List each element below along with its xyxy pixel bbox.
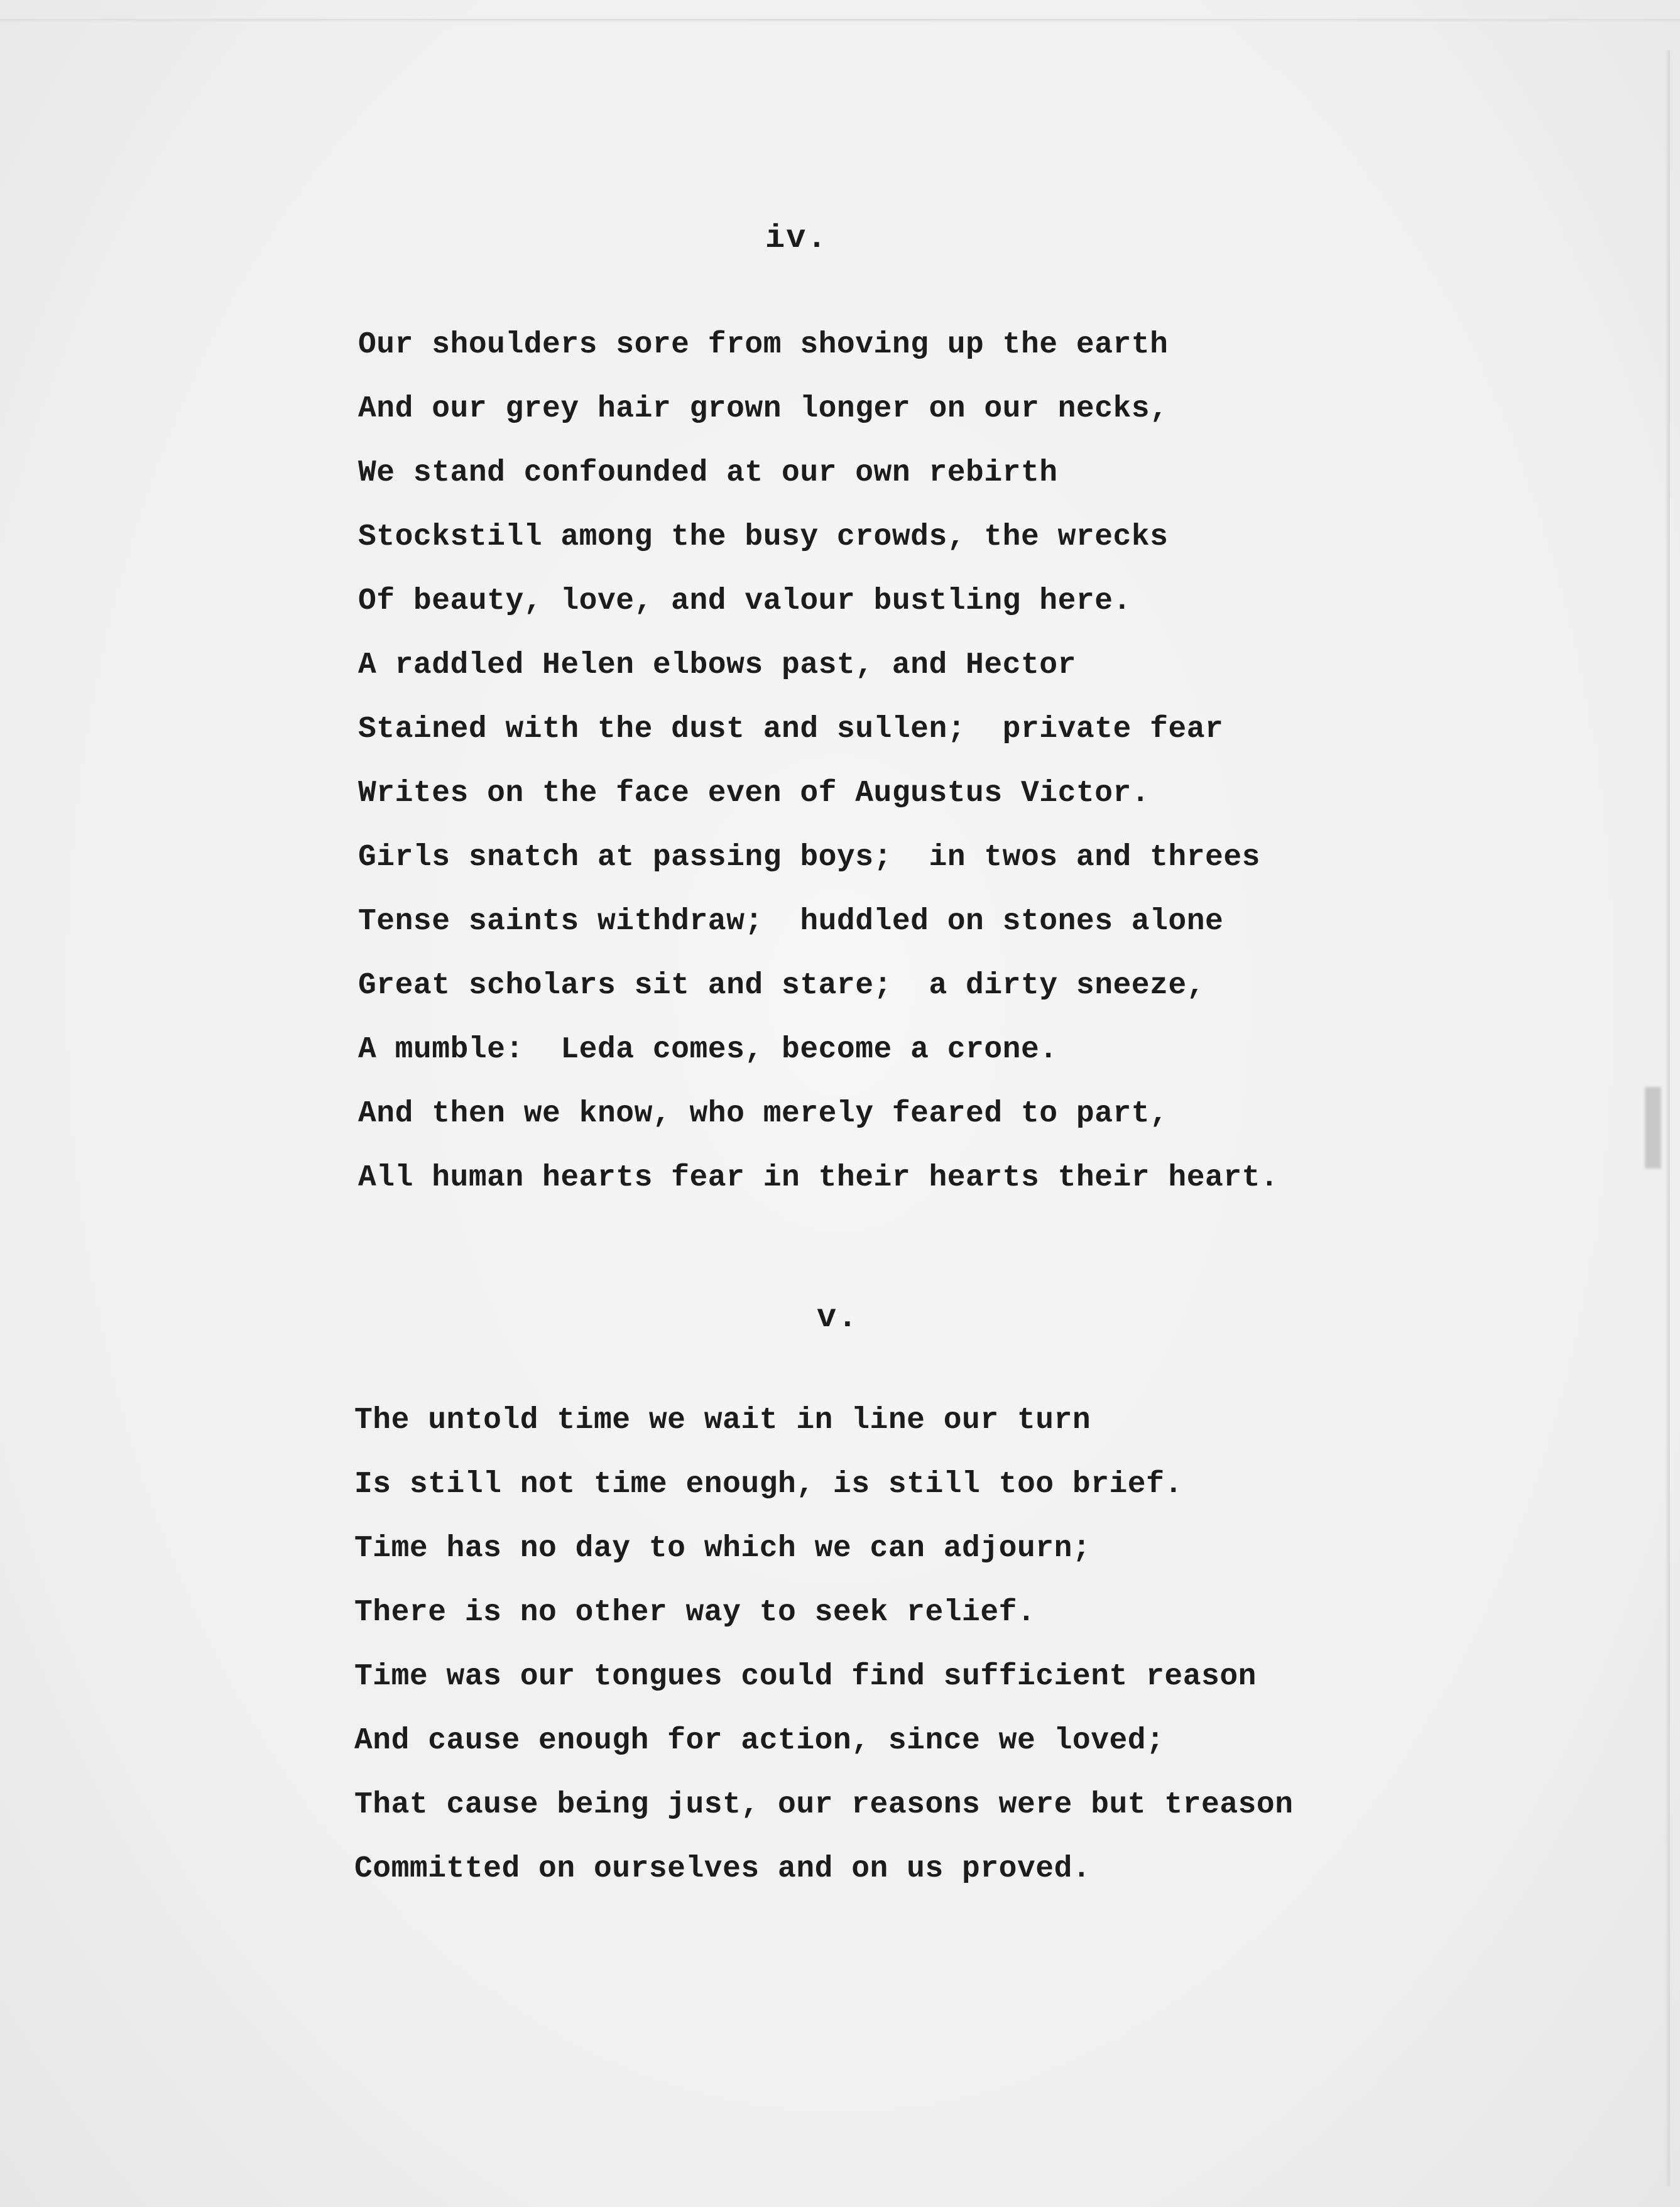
poem-line: Time has no day to which we can adjourn; — [354, 1532, 1091, 1566]
poem-line: Is still not time enough, is still too brief. — [354, 1468, 1183, 1501]
stanza-iv — [358, 313, 1279, 1210]
paper-top-edge — [0, 19, 1680, 23]
poem-line: Our shoulders sore from shoving up the earth — [358, 328, 1169, 362]
poem-line: Stockstill among the busy crowds, the wrecks — [358, 520, 1169, 554]
poem-line: Girls snatch at passing boys; in twos and threes — [358, 841, 1260, 875]
poem-line: Writes on the face even of Augustus Victor. — [358, 777, 1150, 810]
poem-line: Stained with the dust and sullen; private fear — [358, 712, 1224, 746]
poem-line: Time was our tongues could find sufficient reason — [354, 1660, 1257, 1694]
poem-line: That cause being just, our reasons were but treason — [354, 1788, 1294, 1822]
poem-line: Of beauty, love, and valour bustling here. — [358, 584, 1132, 618]
poem-line: Great scholars sit and stare; a dirty sneeze, — [358, 969, 1206, 1003]
poem-line: Committed on ourselves and on us proved. — [354, 1852, 1091, 1886]
poem-line: And our grey hair grown longer on our necks, — [358, 392, 1169, 426]
paper-smudge — [1645, 1087, 1661, 1169]
poem-line: A raddled Helen elbows past, and Hector — [358, 648, 1076, 682]
stanza-v — [354, 1388, 1294, 1901]
poem-line: And then we know, who merely feared to part, — [358, 1097, 1169, 1131]
poem-line: A mumble: Leda comes, become a crone. — [358, 1033, 1058, 1067]
poem-line: And cause enough for action, since we loved; — [354, 1724, 1165, 1758]
poem-line: All human hearts fear in their hearts their heart. — [358, 1161, 1279, 1195]
poem-line: Tense saints withdraw; huddled on stones alone — [358, 905, 1224, 939]
paper-right-edge — [1665, 50, 1670, 2186]
section-heading-v: v. — [817, 1299, 859, 1336]
poem-line: The untold time we wait in line our turn — [354, 1403, 1091, 1437]
section-heading-iv: iv. — [765, 220, 828, 257]
poem-line: We stand confounded at our own rebirth — [358, 456, 1058, 490]
poem-line: There is no other way to seek relief. — [354, 1596, 1036, 1630]
